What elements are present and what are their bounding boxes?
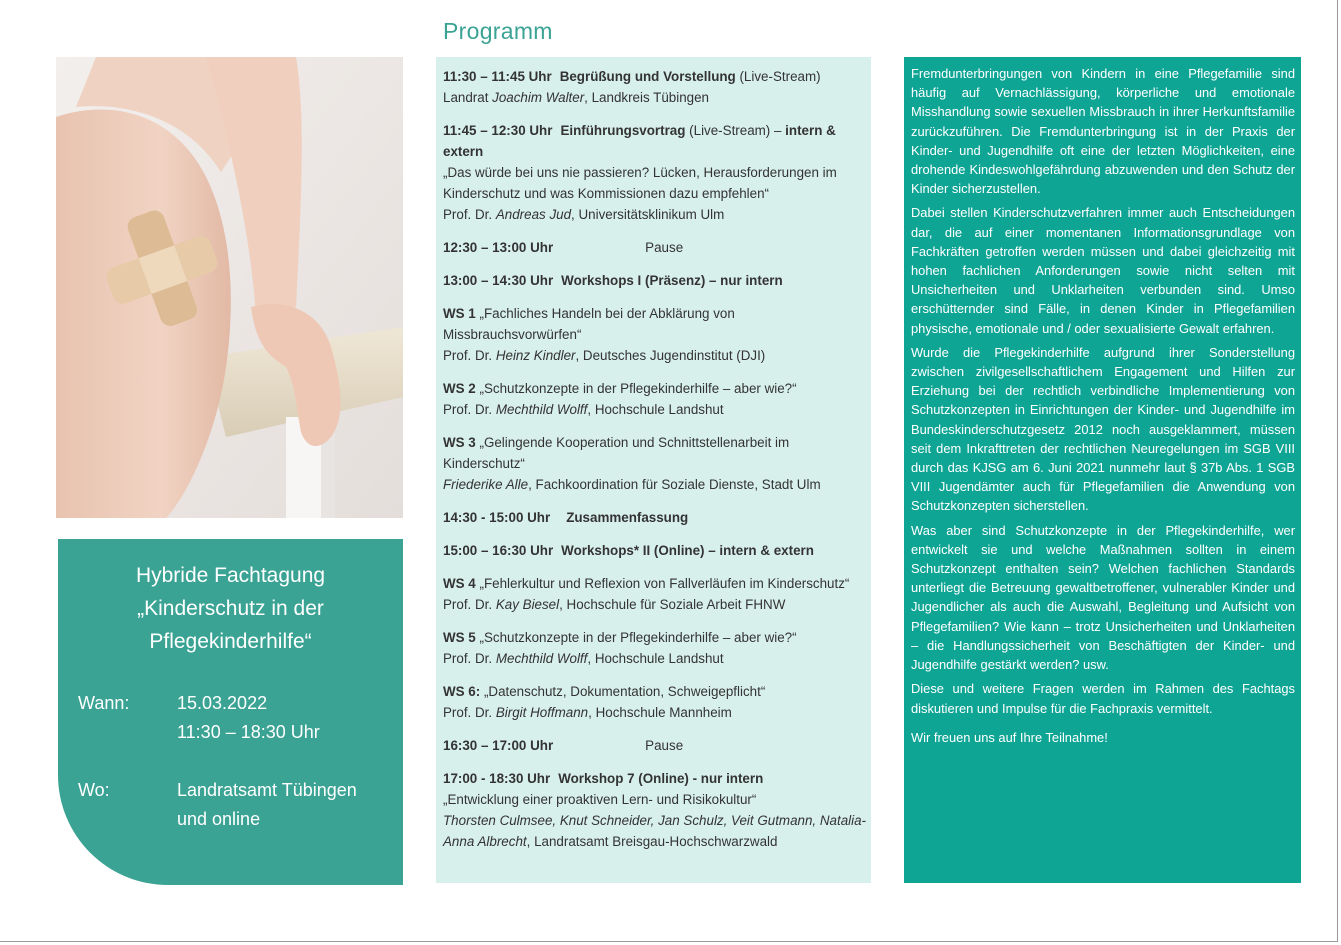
speaker-name: Joachim Walter bbox=[492, 90, 585, 105]
workshop-number: WS 2 bbox=[443, 381, 476, 396]
program-item bbox=[443, 378, 867, 420]
workshop-number: WS 6: bbox=[443, 684, 481, 699]
event-title-line3: Pflegekinderhilfe“ bbox=[149, 630, 312, 653]
talk-title: „Das würde bei uns nie passieren? Lücken, Herausforderungen im Kinderschutz und was Kommissionen dazu empfehlen“ bbox=[443, 165, 837, 201]
program-item bbox=[443, 66, 867, 108]
program-item bbox=[443, 681, 867, 723]
item-title: Begrüßung und Vorstellung bbox=[559, 69, 736, 84]
item-suffix: (Live-Stream) bbox=[739, 69, 821, 84]
talk-title: „Schutzkonzepte in der Pflegekinderhilfe – aber wie?“ bbox=[479, 381, 797, 396]
workshop-number: WS 3 bbox=[443, 435, 476, 450]
event-place-line2: und online bbox=[177, 809, 261, 829]
event-place-line1: Landratsamt Tübingen bbox=[177, 780, 357, 800]
talk-title: „Datenschutz, Dokumentation, Schweigepflicht“ bbox=[483, 684, 766, 699]
program-item bbox=[443, 303, 867, 366]
intro-paragraph-1: Fremdunterbringungen von Kindern in eine Pflegefamilie sind häufig auf Vernachlässigung, körperliche und emotionale Misshandlung sowie sexuellen Missbrauch in ihrer Herkunftsfamilie zurückzuführen. Die Fremdunterbringung ist in der Praxis der Kinder- und Jugendhilfe oft eine der letzten Möglichkeiten, eine drohende Kindeswohlgefährdung abzuwenden und den Schutz der Kinder sicherzustellen. bbox=[911, 66, 1295, 197]
program-item bbox=[443, 507, 867, 528]
intro-paragraph-3: Wurde die Pflegekinderhilfe aufgrund ihrer Sonderstellung zwischen zivilgesellschaftlichem Engagement und Hilfen zur Erziehung bei der rechtlich verbindliche Implementierung von Schutzkonzepten in Einrichtungen der Kinder- und Jugendhilfe im Bundeskinderschutzgesetz 2012 noch ausgeklammert, müssen seit dem Inkrafttreten der rechtlichen Neuregelungen im SGB VIII durch das KJSG am 6. Juni 2021 nunmehr laut § 37b Abs. 1 SGB VIII Jugendämter auch für Pflegefamilien die Anwendung von Schutzkonzepten sicherstellen. bbox=[911, 344, 1295, 514]
event-time: 11:30 – 18:30 Uhr bbox=[177, 722, 320, 742]
talk-title: „Entwicklung einer proaktiven Lern- und Risikokultur“ bbox=[443, 792, 757, 807]
speaker-affiliation: , Hochschule Mannheim bbox=[588, 705, 732, 720]
speaker-affiliation: , Landratsamt Breisgau-Hochschwarzwald bbox=[526, 834, 778, 849]
talk-title: „Schutzkonzepte in der Pflegekinderhilfe – aber wie?“ bbox=[479, 630, 797, 645]
intro-closing: Wir freuen uns auf Ihre Teilnahme! bbox=[911, 729, 1108, 745]
speaker-name: Kay Biesel bbox=[495, 597, 560, 612]
intro-paragraph-4: Was aber sind Schutzkonzepte in der Pflegekinderhilfe, wer entwickelt sie und welche Maßnahmen sollten in einem Schutzkonzept enthalten sein? Welchen fachlichen Standards unterliegt die Betreuung gewaltbetroffener, vulnerabler Kinder und Jugendlicher als auch die Auswahl, Begleitung und Aufsicht von Pflegefamilien? Wie kann – trotz Unsicherheiten und Unklarheiten – die Handlungssicherheit von Beschäftigten der Kinder- und Jugendhilfe gestärkt werden? usw. bbox=[911, 522, 1295, 673]
item-title: Einführungsvortrag bbox=[560, 123, 686, 138]
item-suffix: (Live-Stream) – bbox=[689, 123, 782, 138]
speaker-name: Birgit Hoffmann bbox=[495, 705, 589, 720]
item-time: 17:00 - 18:30 Uhr bbox=[443, 771, 551, 786]
speaker-name: Friederike Alle bbox=[443, 477, 529, 492]
speaker-prefix: Landrat bbox=[443, 90, 493, 105]
item-title: Zusammenfassung bbox=[566, 510, 689, 525]
event-info-box bbox=[58, 539, 403, 885]
item-time: 12:30 – 13:00 Uhr bbox=[443, 240, 554, 255]
item-time: 13:00 – 14:30 Uhr bbox=[443, 273, 554, 288]
intro-text-column bbox=[904, 57, 1301, 883]
item-title: Pause bbox=[645, 738, 684, 753]
when-label: Wann: bbox=[78, 693, 130, 713]
event-date: 15.03.2022 bbox=[177, 693, 268, 713]
speaker-prefix: Prof. Dr. bbox=[443, 402, 496, 417]
program-item bbox=[443, 120, 867, 225]
event-title-line2: „Kinderschutz in der bbox=[137, 597, 324, 620]
item-title: Workshop 7 (Online) - nur intern bbox=[558, 771, 764, 786]
workshop-number: WS 1 bbox=[443, 306, 476, 321]
program-item bbox=[443, 237, 867, 258]
item-time: 11:45 – 12:30 Uhr bbox=[443, 123, 553, 138]
item-title: Pause bbox=[645, 240, 684, 255]
where-label: Wo: bbox=[78, 780, 110, 800]
program-item bbox=[443, 768, 867, 852]
item-title: Workshops I (Präsenz) – nur intern bbox=[561, 273, 783, 288]
knee-plaster-photo bbox=[56, 57, 403, 518]
speaker-prefix: Prof. Dr. bbox=[443, 651, 496, 666]
program-item bbox=[443, 432, 867, 495]
talk-title: „Fachliches Handeln bei der Abklärung von Missbrauchsvorwürfen“ bbox=[443, 306, 735, 342]
speaker-affiliation: , Fachkoordination für Soziale Dienste, Stadt Ulm bbox=[528, 477, 821, 492]
item-time: 11:30 – 11:45 Uhr bbox=[443, 69, 552, 84]
speaker-affiliation: , Hochschule Landshut bbox=[587, 651, 724, 666]
where-value bbox=[177, 776, 407, 834]
speaker-name: Andreas Jud bbox=[495, 207, 572, 222]
program-item bbox=[443, 270, 867, 291]
speaker-name: Mechthild Wolff bbox=[495, 402, 588, 417]
intro-paragraph-5: Diese und weitere Fragen werden im Rahmen des Fachtags diskutieren und Impulse für die Fachpraxis vermittelt. bbox=[911, 681, 1295, 716]
speaker-affiliation: , Universitätsklinikum Ulm bbox=[571, 207, 725, 222]
talk-title: „Fehlerkultur und Reflexion von Fallverläufen im Kinderschutz“ bbox=[479, 576, 850, 591]
speaker-prefix: Prof. Dr. bbox=[443, 705, 496, 720]
program-heading: Programm bbox=[443, 18, 553, 44]
speaker-affiliation: , Hochschule Landshut bbox=[587, 402, 724, 417]
item-title: Workshops* II (Online) – intern & extern bbox=[561, 543, 814, 558]
item-time: 15:00 – 16:30 Uhr bbox=[443, 543, 554, 558]
speaker-name: Mechthild Wolff bbox=[495, 651, 588, 666]
program-item bbox=[443, 573, 867, 615]
talk-title: „Gelingende Kooperation und Schnittstellenarbeit im Kinderschutz“ bbox=[443, 435, 790, 471]
item-audience: intern & extern bbox=[443, 123, 836, 159]
program-item bbox=[443, 627, 867, 669]
item-time: 16:30 – 17:00 Uhr bbox=[443, 738, 554, 753]
when-value bbox=[177, 689, 407, 747]
program-item bbox=[443, 540, 867, 561]
speaker-affiliation: , Hochschule für Soziale Arbeit FHNW bbox=[559, 597, 786, 612]
speaker-affiliation: , Deutsches Jugendinstitut (DJI) bbox=[575, 348, 766, 363]
workshop-number: WS 4 bbox=[443, 576, 476, 591]
speaker-prefix: Prof. Dr. bbox=[443, 348, 496, 363]
speaker-prefix: Prof. Dr. bbox=[443, 597, 496, 612]
program-item bbox=[443, 735, 867, 756]
speaker-affiliation: , Landkreis Tübingen bbox=[584, 90, 709, 105]
speaker-prefix: Prof. Dr. bbox=[443, 207, 496, 222]
workshop-number: WS 5 bbox=[443, 630, 476, 645]
item-time: 14:30 - 15:00 Uhr bbox=[443, 510, 551, 525]
intro-paragraph-2: Dabei stellen Kinderschutzverfahren immer auch Entscheidungen dar, die auf einer momentanen Informationsgrundlage von Fachkräften getroffen werden müssen und dabei gleichzeitig mit hohen fachlichen Anforderungen sowie nicht selten mit Unsicherheiten und Unklarheiten verbunden sind. Umso erschütternder sind Fälle, in denen Kinder in Pflegefamilien physische, emotionale und / oder sexualisierte Gewalt erfahren. bbox=[911, 205, 1295, 336]
event-title bbox=[58, 559, 403, 658]
speaker-name: Thorsten Culmsee, Knut Schneider, Jan Schulz, Veit Gutmann, Natalia-Anna Albrecht bbox=[443, 813, 867, 849]
program-column bbox=[436, 57, 871, 883]
event-title-line1: Hybride Fachtagung bbox=[135, 564, 326, 587]
speaker-name: Heinz Kindler bbox=[495, 348, 576, 363]
